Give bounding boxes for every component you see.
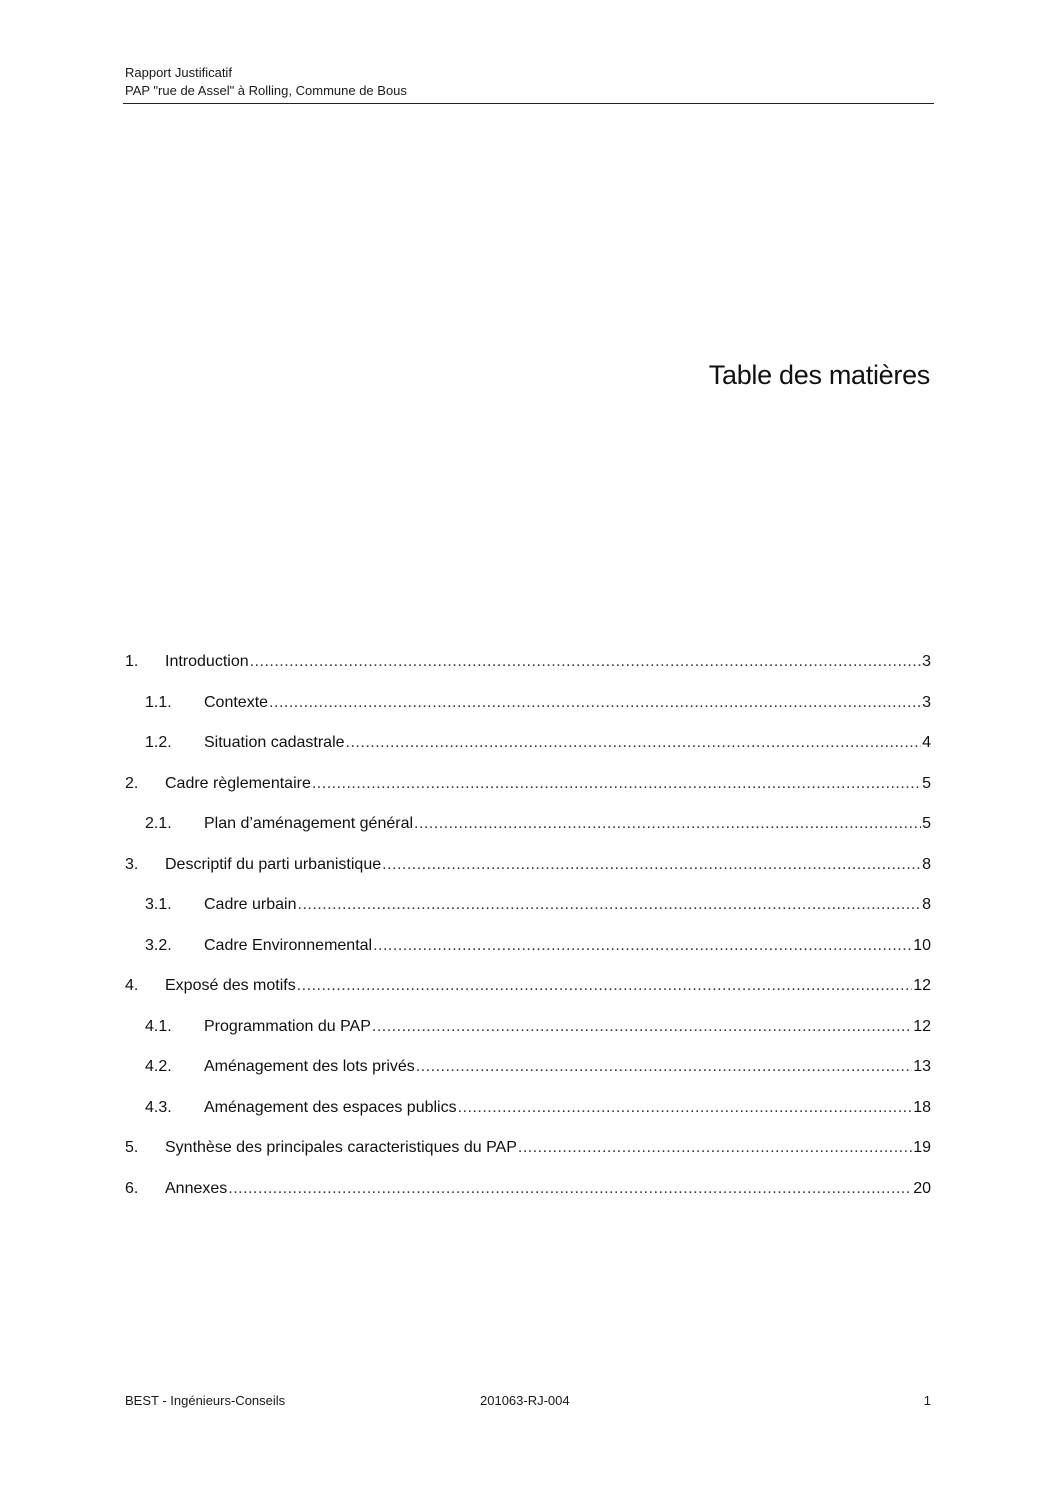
toc-entry-title: Aménagement des espaces publics bbox=[204, 1098, 457, 1116]
toc-entry[interactable] bbox=[125, 1177, 931, 1218]
toc-entry-title: Programmation du PAP bbox=[204, 1017, 371, 1035]
toc-title: Table des matières bbox=[708, 360, 930, 390]
toc-entry-page: 13 bbox=[913, 1058, 931, 1075]
toc-entry-page: 12 bbox=[913, 1017, 931, 1035]
toc-entry-title: Cadre règlementaire bbox=[165, 774, 311, 792]
toc-entry-title: Descriptif du parti urbanistique bbox=[165, 855, 382, 873]
toc-dot-leader bbox=[414, 812, 921, 836]
toc-entry-page: 8 bbox=[922, 896, 931, 913]
toc-dot-leader bbox=[269, 691, 921, 715]
page-header bbox=[125, 64, 934, 100]
footer-page-number: 1 bbox=[923, 1393, 931, 1408]
toc-dot-leader bbox=[458, 1096, 913, 1120]
toc-dot-leader bbox=[416, 1055, 912, 1079]
toc-entry-page: 10 bbox=[913, 936, 931, 954]
toc-entry-number: 3.1. bbox=[145, 896, 172, 913]
toc-entry-number: 4.3. bbox=[145, 1098, 172, 1116]
toc-dot-leader bbox=[298, 893, 922, 917]
toc-entry-page: 12 bbox=[913, 977, 931, 994]
toc-dot-leader bbox=[250, 650, 921, 674]
toc-entry-page: 8 bbox=[922, 855, 931, 873]
footer-company: BEST - Ingénieurs-Conseils bbox=[125, 1393, 286, 1408]
toc-dot-leader bbox=[518, 1136, 912, 1160]
toc-entry[interactable] bbox=[125, 1136, 931, 1177]
toc-entry-page: 5 bbox=[922, 774, 931, 792]
toc-entry[interactable] bbox=[125, 853, 931, 894]
toc-entry[interactable] bbox=[125, 691, 931, 732]
toc-entry-number: 1.2. bbox=[145, 734, 172, 751]
toc-entry-number: 4.2. bbox=[145, 1058, 172, 1075]
toc-dot-leader bbox=[297, 974, 912, 998]
toc-entry-page: 19 bbox=[913, 1139, 931, 1156]
toc-entry-number: 2. bbox=[125, 774, 139, 792]
toc-entry[interactable] bbox=[125, 1015, 931, 1056]
toc-entry-number: 1.1. bbox=[145, 693, 172, 711]
toc-entry-number: 1. bbox=[125, 653, 139, 670]
toc-entry-page: 3 bbox=[922, 693, 931, 711]
footer-document-code: 201063-RJ-004 bbox=[480, 1393, 570, 1408]
toc-entry-number: 3. bbox=[125, 855, 139, 873]
toc-entry-title: Situation cadastrale bbox=[204, 734, 345, 751]
toc-entry-page: 4 bbox=[922, 734, 931, 751]
toc-entry-page: 20 bbox=[913, 1179, 931, 1197]
toc-entry-number: 4. bbox=[125, 977, 139, 994]
toc-dot-leader bbox=[372, 1015, 912, 1039]
toc-dot-leader bbox=[373, 934, 912, 958]
toc-dot-leader bbox=[228, 1177, 912, 1201]
toc-entry-title: Cadre urbain bbox=[204, 896, 297, 913]
header-project-title: PAP "rue de Assel" à Rolling, Commune de Bous bbox=[125, 83, 407, 98]
toc-dot-leader bbox=[312, 772, 921, 796]
toc-entry-number: 2.1. bbox=[145, 815, 172, 832]
toc-entry-title: Annexes bbox=[165, 1179, 228, 1197]
toc-entry-number: 5. bbox=[125, 1139, 139, 1156]
toc-entry-title: Introduction bbox=[165, 653, 249, 670]
toc-entry[interactable] bbox=[125, 893, 931, 934]
toc-entry[interactable] bbox=[125, 1096, 931, 1137]
toc-entry-page: 3 bbox=[922, 653, 931, 670]
toc-dot-leader bbox=[382, 853, 921, 877]
toc-entry-title: Synthèse des principales caracteristiques du PAP bbox=[165, 1139, 517, 1156]
header-divider bbox=[123, 103, 934, 104]
toc-entry[interactable] bbox=[125, 934, 931, 975]
toc-entry[interactable] bbox=[125, 812, 931, 853]
toc-entry-title: Cadre Environnemental bbox=[204, 936, 373, 954]
toc-entry[interactable] bbox=[125, 650, 931, 691]
toc-entry-page: 5 bbox=[922, 815, 931, 832]
table-of-contents bbox=[125, 650, 931, 1217]
toc-entry[interactable] bbox=[125, 772, 931, 813]
toc-entry-title: Plan d’aménagement général bbox=[204, 815, 414, 832]
toc-entry[interactable] bbox=[125, 974, 931, 1015]
toc-entry[interactable] bbox=[125, 1055, 931, 1096]
toc-entry-title: Exposé des motifs bbox=[165, 977, 296, 994]
toc-entry-number: 4.1. bbox=[145, 1017, 172, 1035]
toc-entry-title: Aménagement des lots privés bbox=[204, 1058, 415, 1075]
toc-entry-page: 18 bbox=[913, 1098, 931, 1116]
toc-entry-number: 6. bbox=[125, 1179, 139, 1197]
toc-entry-title: Contexte bbox=[204, 693, 269, 711]
toc-entry[interactable] bbox=[125, 731, 931, 772]
header-report-type: Rapport Justificatif bbox=[125, 65, 232, 80]
toc-entry-number: 3.2. bbox=[145, 936, 172, 954]
toc-dot-leader bbox=[346, 731, 922, 755]
